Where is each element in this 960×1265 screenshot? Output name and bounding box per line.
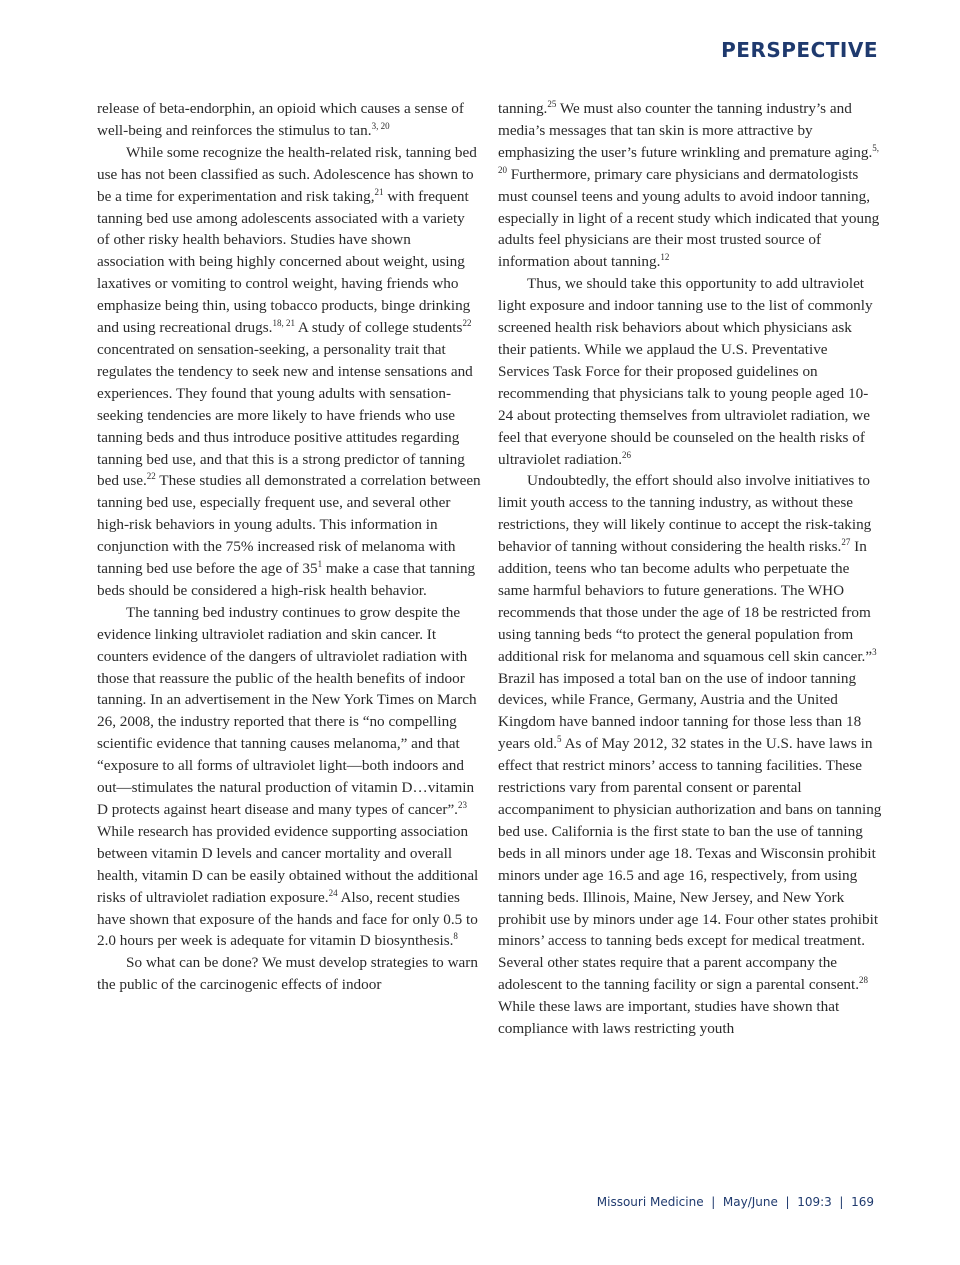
footer-separator: |	[831, 1195, 852, 1209]
citation: 26	[622, 449, 631, 460]
citation: 1	[317, 559, 323, 570]
paragraph: Undoubtedly, the effort should also involve initiatives to limit youth access to the tanning industry, as without these restrictions, they will likely continue to accept the risk-taking behavior of tanning without considering the health risks.$^{27}$ In addition, teens who tan become adults who perpetuate the same harmful behaviors to future generations. The WHO recommends that those under the age of 18 be restricted from using tanning beds “to protect the general population from additional risk for melanoma and squamous cell skin cancer.”$^3$ Brazil has imposed a total ban on the use of indoor tanning devices, while France, Germany, Austria and the United Kingdom have banned indoor tanning for those less than 18 years old.$^5$ As of May 2012, 32 states in the U.S. have laws in effect that restrict minors’ access to tanning facilities. These restrictions vary from parental consent or parental accompaniment to physician authorization and bans on tanning bed use. California is the first state to ban the use of tanning beds in all minors under age 18. Texas and Wisconsin prohibit minors under age 16.5 and age 16, respectively, from using tanning beds. Illinois, Maine, New Jersey, and New York prohibit use by minors under age 14. Four other states prohibit minors’ access to tanning beds except for medical treatment. Several other states require that a parent accompany the adolescent to the tanning facility or sign a parental consent.$^{28}$ While these laws are important, studies have shown that compliance with laws restricting youth	[498, 472, 882, 1038]
citation: 5	[557, 734, 562, 745]
paragraph: release of beta-endorphin, an opioid which causes a sense of well-being and reinforces the stimulus to tan.$^{3, 20}$	[97, 100, 464, 139]
footer-separator: |	[703, 1195, 723, 1209]
journal-name: Missouri Medicine	[596, 1195, 704, 1209]
left-column	[97, 98, 481, 996]
citation: 8	[453, 931, 458, 942]
citation: 5, 20	[498, 142, 879, 175]
section-label: PERSPECTIVE	[721, 38, 878, 62]
citation: 28	[859, 975, 869, 986]
page-footer	[597, 1195, 874, 1209]
page-number: 169	[851, 1195, 874, 1209]
paragraph: Thus, we should take this opportunity to add ultraviolet light exposure and indoor tanning use to the list of commonly screened health risk behaviors about which physicians ask their patients. While we applaud the U.S. Preventative Services Task Force for their proposed guidelines on recommending that physicians talk to young people aged 10-24 about protecting themselves from ultraviolet radiation, we feel that everyone should be counseled on the health risks of ultraviolet radiation.$^{26}$	[498, 275, 873, 468]
paragraph: The tanning bed industry continues to grow despite the evidence linking ultraviolet radiation and skin cancer. It counters evidence of the dangers of ultraviolet radiation with those that reassure the public of the health benefits of indoor tanning. In an advertisement in the New York Times on March 26, 2008, the industry reported that there is “no compelling scientific evidence that tanning causes melanoma,” and that “exposure to all forms of ultraviolet light—both indoors and out—stimulates the natural production of vitamin D…vitamin D protects against heart disease and many types of cancer”.$^{23}$ While research has provided evidence supporting association between vitamin D levels and cancer mortality and overall health, vitamin D can be easily obtained without the additional risks of ultraviolet radiation exposure.$^{24}$ Also, recent studies have shown that exposure of the hands and face for only 0.5 to 2.0 hours per week is adequate for vitamin D biosynthesis.$^8$	[97, 603, 479, 950]
citation: 24	[328, 887, 338, 898]
citation: 27	[841, 537, 851, 548]
citation: 25	[547, 99, 557, 109]
volume: 109:3	[797, 1195, 832, 1209]
issue-date: May/June	[722, 1195, 778, 1209]
footer-separator: |	[777, 1195, 798, 1209]
citation: 22	[146, 471, 156, 482]
paragraph: So what can be done? We must develop strategies to warn the public of the carcinogenic effects of indoor	[97, 954, 478, 994]
citation: 12	[660, 252, 670, 263]
right-column	[498, 98, 882, 1040]
paragraph: While some recognize the health-related risk, tanning bed use has not been classified as such. Adolescence has shown to be a time for experimentation and risk taking,$^{21}$ with frequent tanning bed use among adolescents associated with a variety of other risky health behaviors. Studies have shown association with being highly concerned about weight, using laxatives or vomiting to control weight, having friends who emphasize being thin, using tobacco products, binge drinking and using recreational drugs.$^{18, 21}$ A study of college students$^{22}$ concentrated on sensation-seeking, a personality trait that regulates the tendency to seek new and intense sensations and experiences. They found that young adults with sensation-seeking tendencies are more likely to have friends who use tanning beds and thus introduce positive attitudes regarding tanning bed use, and that this is a strong predictor of tanning bed use.$^{22}$ These studies all demonstrated a correlation between tanning bed use, especially frequent use, and several other high-risk behaviors in young adults. This information in conjunction with the 75% increased risk of melanoma with tanning bed use before the age of $35^1$ make a case that tanning beds should be considered a high-risk health behavior.	[97, 143, 481, 599]
citation: 3, 20	[371, 120, 390, 131]
paragraph: tanning.$^{25}$ We must also counter the tanning industry’s and media’s messages that tan skin is more attractive by emphasizing the user’s future wrinkling and premature aging.$^{5, 20}$ Furthermore, primary care physicians and dermatologists must counsel teens and young adults to avoid indoor tanning, especially in light of a recent study which indicated that young adults feel physicians are their most trusted source of information about tanning.$^{12}$	[498, 99, 880, 271]
citation: 3	[872, 646, 877, 657]
citation: 21	[374, 186, 384, 197]
citation: 22	[462, 318, 472, 329]
citation: 23	[457, 800, 467, 810]
citation: 18, 21	[272, 318, 295, 329]
